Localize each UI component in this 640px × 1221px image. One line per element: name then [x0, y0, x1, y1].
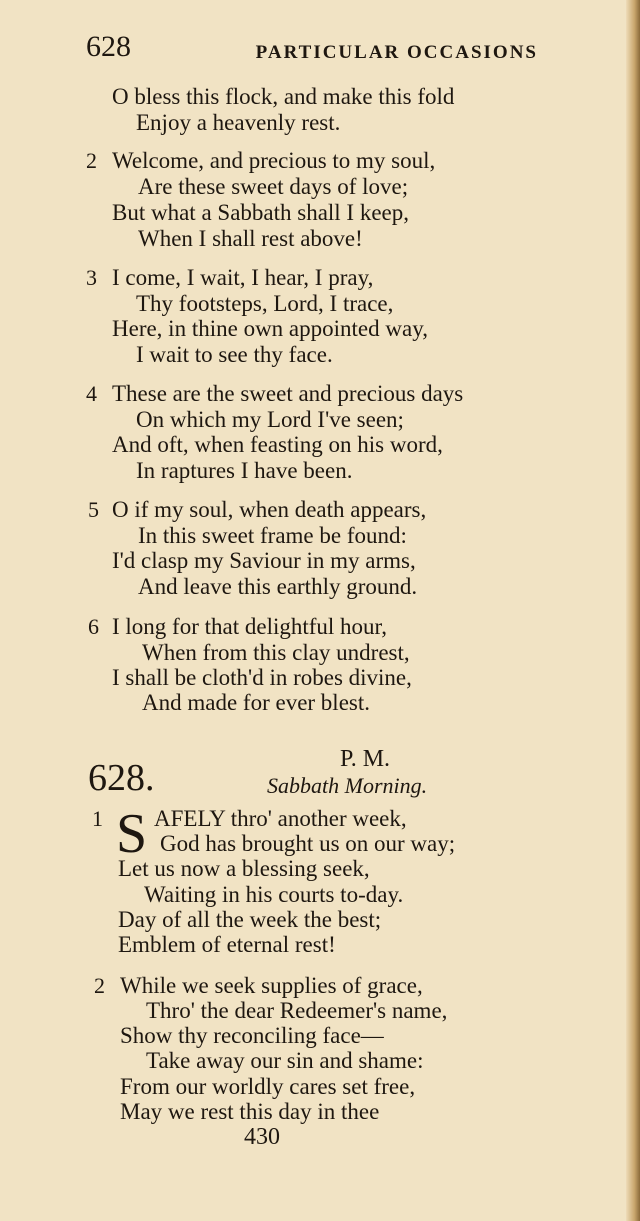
verse-line: While we seek supplies of grace, — [120, 973, 423, 998]
verse-number: 6 — [88, 614, 99, 639]
verse-line: Enjoy a heavenly rest. — [136, 110, 341, 135]
verse-line: Show thy reconciling face— — [120, 1023, 384, 1048]
verse-line: In this sweet frame be found: — [138, 523, 407, 548]
verse-line: I'd clasp my Saviour in my arms, — [112, 548, 416, 573]
running-head: PARTICULAR OCCASIONS — [255, 42, 538, 63]
folio-number: 430 — [244, 1124, 280, 1150]
hymn-number: 628. — [88, 757, 155, 799]
verse-line: On which my Lord I've seen; — [136, 407, 404, 432]
verse-number: 3 — [86, 265, 97, 290]
verse-line: Welcome, and precious to my soul, — [112, 148, 436, 173]
verse-line: Thy footsteps, Lord, I trace, — [136, 291, 394, 316]
verse-line: I come, I wait, I hear, I pray, — [112, 265, 374, 290]
verse-line: From our worldly cares set free, — [120, 1074, 416, 1099]
verse-line: Thro' the dear Redeemer's name, — [146, 998, 448, 1023]
verse-line: O bless this flock, and make this fold — [112, 84, 455, 109]
verse-number: 4 — [86, 381, 97, 406]
drop-cap: S — [116, 803, 148, 865]
verse-line: I long for that delightful hour, — [112, 614, 388, 639]
verse-line: And oft, when feasting on his word, — [112, 432, 443, 457]
verse-line: When I shall rest above! — [138, 226, 363, 251]
verse-line: AFELY thro' another week, — [154, 806, 407, 831]
verse-number: 2 — [86, 148, 97, 173]
verse-line: And leave this earthly ground. — [138, 574, 418, 599]
page-number: 628 — [86, 30, 131, 63]
verse-line: May we rest this day in thee — [120, 1099, 380, 1124]
verse-line: God has brought us on our way; — [160, 831, 456, 856]
hymn-meter: P. M. — [340, 746, 391, 772]
verse-line: And made for ever blest. — [142, 690, 371, 715]
verse-line: O if my soul, when death appears, — [112, 497, 427, 522]
verse-line: Day of all the week the best; — [118, 907, 382, 932]
verse-number: 1 — [92, 806, 103, 831]
verse-line: Are these sweet days of love; — [138, 174, 409, 199]
verse-line: Emblem of eternal rest! — [118, 932, 336, 957]
verse-line: These are the sweet and precious days — [112, 381, 464, 406]
verse-number: 2 — [94, 973, 105, 998]
page-header — [86, 30, 546, 70]
verse-line: I wait to see thy face. — [136, 342, 333, 367]
verse-line: But what a Sabbath shall I keep, — [112, 200, 410, 225]
page-edge — [626, 0, 640, 1221]
verse-number: 5 — [88, 497, 99, 522]
verse-line: Let us now a blessing seek, — [118, 856, 370, 881]
verse-line: Take away our sin and shame: — [146, 1048, 424, 1073]
verse-line: In raptures I have been. — [136, 458, 353, 483]
verse-line: I shall be cloth'd in robes divine, — [112, 665, 412, 690]
verse-line: Here, in thine own appointed way, — [112, 316, 428, 341]
hymn-title: Sabbath Morning. — [267, 773, 428, 798]
verse-line: When from this clay undrest, — [142, 640, 410, 665]
verse-line: Waiting in his courts to-day. — [144, 882, 404, 907]
